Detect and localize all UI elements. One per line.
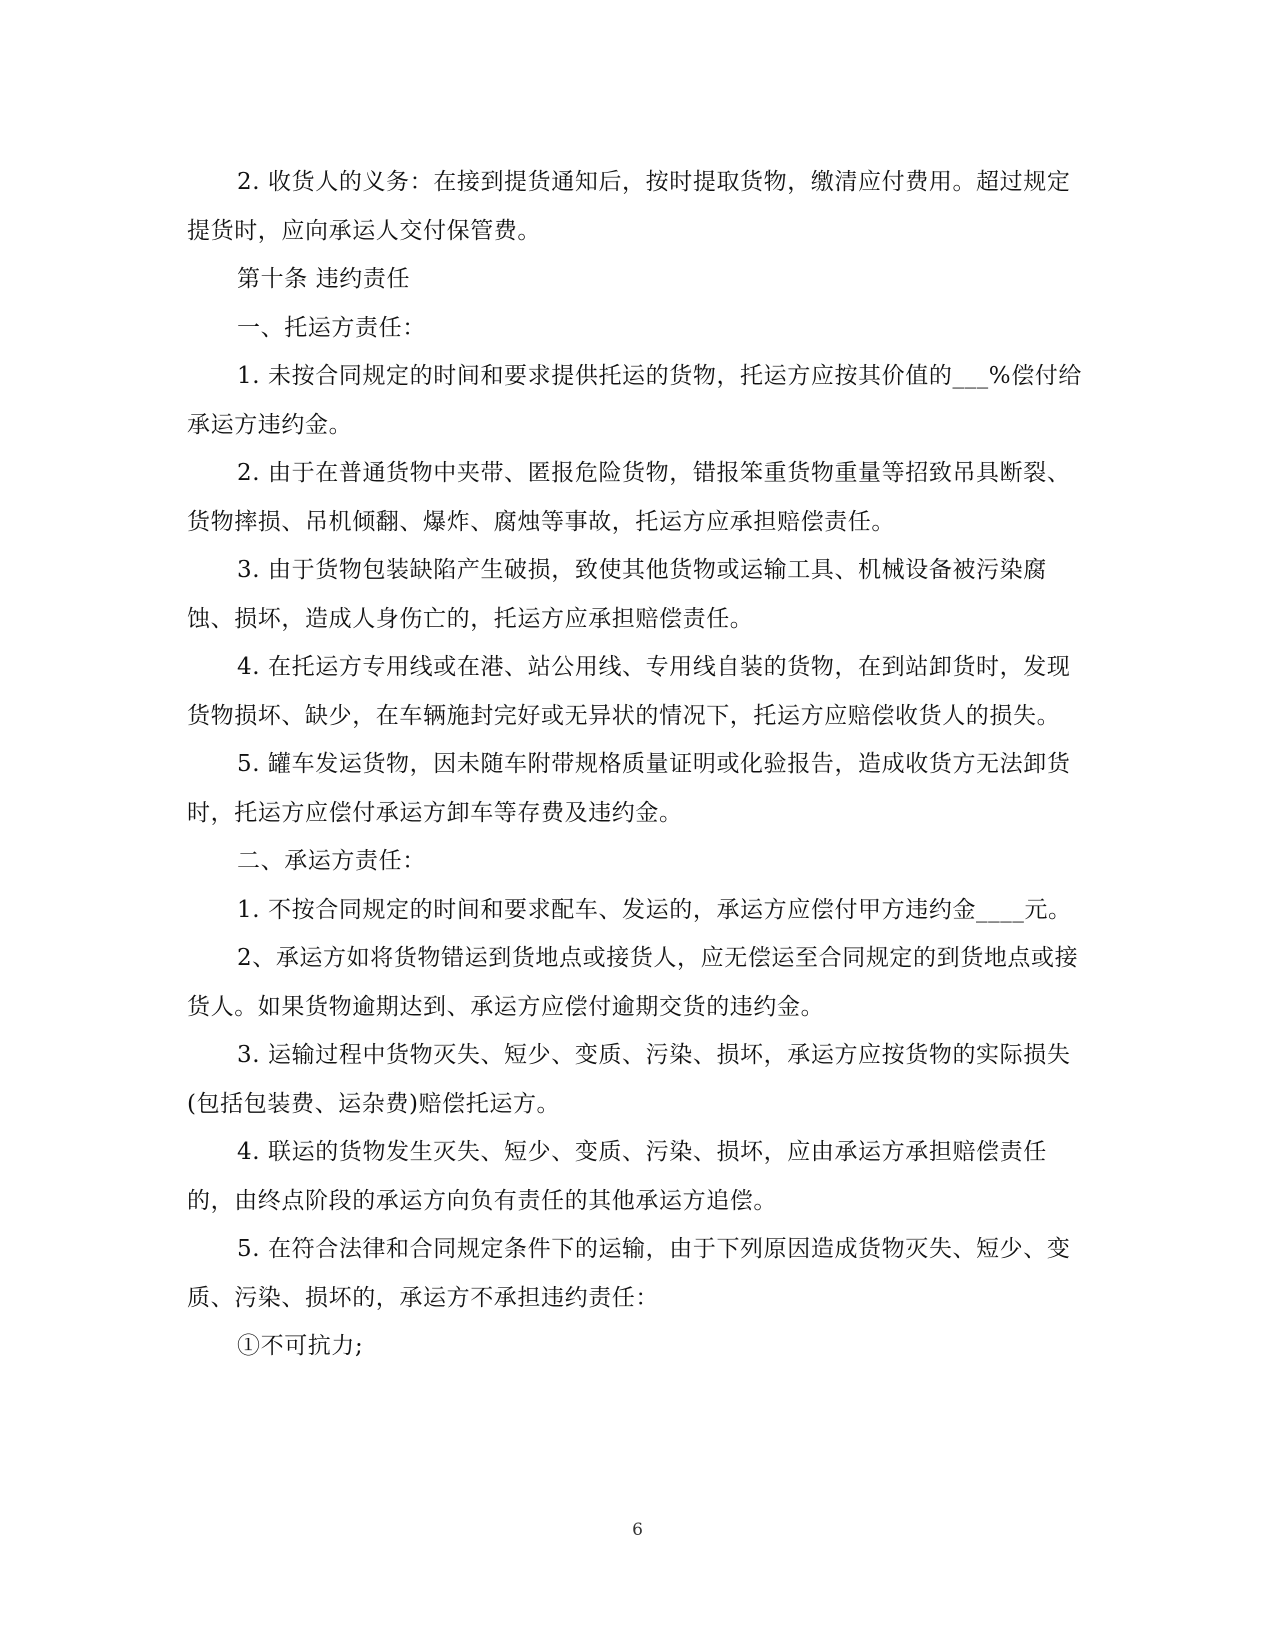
paragraph: 2、承运方如将货物错运到货地点或接货人，应无偿运至合同规定的到货地点或接货人。如果货物逾期达到、承运方应偿付逾期交货的违约金。 [187,945,1079,1020]
list-item: ①不可抗力; [237,1333,364,1359]
paragraph: 1. 未按合同规定的时间和要求提供托运的货物，托运方应按其价值的___%偿付给承运方违约金。 [187,363,1083,438]
section-heading: 第十条 违约责任 [237,266,411,292]
subsection-heading: 二、承运方责任： [237,848,426,874]
paragraph: 3. 运输过程中货物灭失、短少、变质、污染、损坏，承运方应按货物的实际损失(包括包装费、运杂费)赔偿托运方。 [187,1042,1071,1117]
paragraph: 1. 不按合同规定的时间和要求配车、发运的，承运方应偿付甲方违约金____元。 [237,896,1072,923]
paragraph: 4. 在托运方专用线或在港、站公用线、专用线自装的货物，在到站卸货时，发现货物损坏、缺少，在车辆施封完好或无异状的情况下，托运方应赔偿收货人的损失。 [187,654,1071,729]
paragraph: 5. 在符合法律和合同规定条件下的运输，由于下列原因造成货物灭失、短少、变质、污染、损坏的，承运方不承担违约责任： [187,1236,1071,1311]
paragraph: 5. 罐车发运货物，因未随车附带规格质量证明或化验报告，造成收货方无法卸货时，托运方应偿付承运方卸车等存费及违约金。 [187,751,1071,826]
paragraph: 2. 收货人的义务：在接到提货通知后，按时提取货物，缴清应付费用。超过规定提货时，应向承运人交付保管费。 [187,169,1071,244]
paragraph: 4. 联运的货物发生灭失、短少、变质、污染、损坏，应由承运方承担赔偿责任的，由终点阶段的承运方向负有责任的其他承运方追偿。 [187,1139,1047,1214]
paragraph: 3. 由于货物包装缺陷产生破损，致使其他货物或运输工具、机械设备被污染腐蚀、损坏，造成人身伤亡的，托运方应承担赔偿责任。 [187,557,1047,632]
subsection-heading: 一、托运方责任： [237,314,426,341]
page-number: 6 [632,1520,643,1540]
paragraph: 2. 由于在普通货物中夹带、匿报危险货物，错报笨重货物重量等招致吊具断裂、货物摔损、吊机倾翻、爆炸、腐烛等事故，托运方应承担赔偿责任。 [187,460,1071,535]
document-body [187,158,1087,1371]
